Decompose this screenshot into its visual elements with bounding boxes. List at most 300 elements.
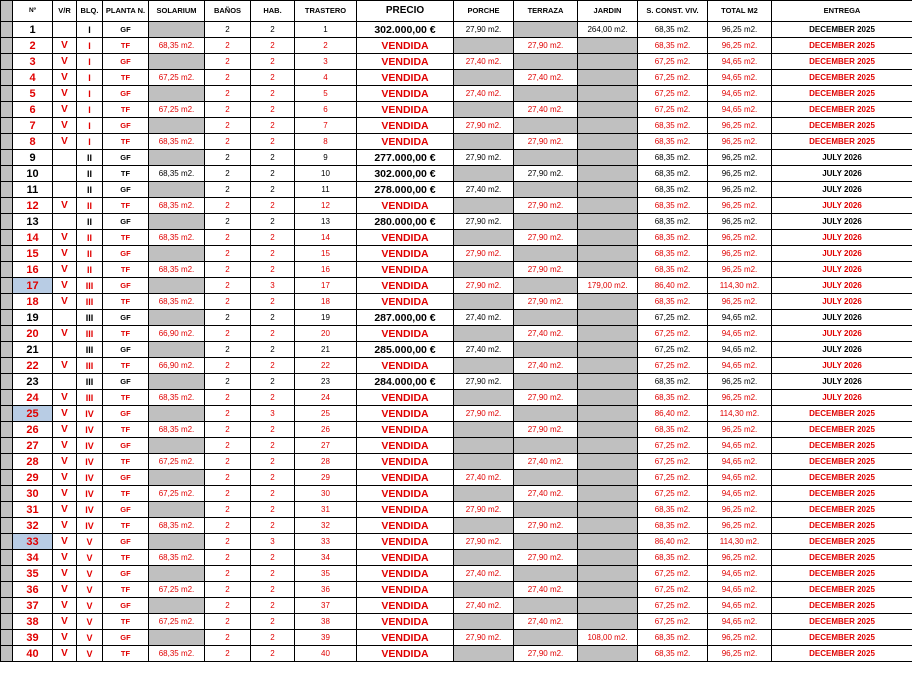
block-cell: II	[77, 262, 103, 278]
sale-status-cell: V	[53, 86, 77, 102]
storage-cell: 38	[295, 614, 357, 630]
bedrooms-cell: 2	[251, 182, 295, 198]
bedrooms-cell: 2	[251, 646, 295, 662]
solarium-cell	[149, 406, 205, 422]
unit-number-cell: 23	[13, 374, 53, 390]
side-gutter	[1, 310, 13, 326]
sale-status-cell: V	[53, 70, 77, 86]
solarium-cell	[149, 630, 205, 646]
garden-cell	[578, 422, 638, 438]
unit-number-cell: 33	[13, 534, 53, 550]
header-cell: SOLARIUM	[149, 1, 205, 22]
sale-status-cell: V	[53, 438, 77, 454]
terrace-cell	[514, 246, 578, 262]
block-cell: V	[77, 614, 103, 630]
garden-cell	[578, 150, 638, 166]
floor-cell: TF	[103, 486, 149, 502]
built-area-cell: 67,25 m2.	[638, 470, 708, 486]
block-cell: II	[77, 214, 103, 230]
garden-cell	[578, 646, 638, 662]
unit-number-cell: 35	[13, 566, 53, 582]
solarium-cell	[149, 118, 205, 134]
side-gutter	[1, 262, 13, 278]
porch-cell	[454, 102, 514, 118]
side-gutter	[1, 630, 13, 646]
storage-cell: 25	[295, 406, 357, 422]
built-area-cell: 68,35 m2.	[638, 550, 708, 566]
bedrooms-cell: 2	[251, 262, 295, 278]
side-gutter	[1, 518, 13, 534]
header-cell: Nº	[13, 1, 53, 22]
total-area-cell: 96,25 m2.	[708, 38, 772, 54]
table-row	[1, 614, 912, 630]
total-area-cell: 96,25 m2.	[708, 118, 772, 134]
solarium-cell	[149, 470, 205, 486]
block-cell: I	[77, 86, 103, 102]
unit-number-cell: 21	[13, 342, 53, 358]
table-row	[1, 214, 912, 230]
floor-cell: TF	[103, 326, 149, 342]
built-area-cell: 68,35 m2.	[638, 502, 708, 518]
bedrooms-cell: 2	[251, 518, 295, 534]
garden-cell	[578, 38, 638, 54]
total-area-cell: 96,25 m2.	[708, 230, 772, 246]
floor-cell: TF	[103, 646, 149, 662]
table-row	[1, 630, 912, 646]
header-cell: BLQ.	[77, 1, 103, 22]
bedrooms-cell: 2	[251, 54, 295, 70]
total-area-cell: 96,25 m2.	[708, 502, 772, 518]
terrace-cell: 27,90 m2.	[514, 294, 578, 310]
price-cell: 302.000,00 €	[357, 166, 454, 182]
bathrooms-cell: 2	[205, 262, 251, 278]
porch-cell	[454, 134, 514, 150]
garden-cell	[578, 374, 638, 390]
bedrooms-cell: 3	[251, 534, 295, 550]
bedrooms-cell: 2	[251, 38, 295, 54]
side-gutter	[1, 230, 13, 246]
storage-cell: 28	[295, 454, 357, 470]
bathrooms-cell: 2	[205, 310, 251, 326]
solarium-cell: 68,35 m2.	[149, 230, 205, 246]
floor-cell: GF	[103, 438, 149, 454]
porch-cell	[454, 326, 514, 342]
bathrooms-cell: 2	[205, 550, 251, 566]
block-cell: III	[77, 342, 103, 358]
terrace-cell: 27,40 m2.	[514, 614, 578, 630]
garden-cell	[578, 214, 638, 230]
solarium-cell	[149, 598, 205, 614]
floor-cell: GF	[103, 22, 149, 38]
total-area-cell: 94,65 m2.	[708, 342, 772, 358]
solarium-cell: 67,25 m2.	[149, 102, 205, 118]
side-gutter	[1, 582, 13, 598]
built-area-cell: 68,35 m2.	[638, 422, 708, 438]
sale-status-cell: V	[53, 582, 77, 598]
delivery-cell: JULY 2026	[772, 150, 912, 166]
built-area-cell: 68,35 m2.	[638, 518, 708, 534]
terrace-cell: 27,40 m2.	[514, 486, 578, 502]
built-area-cell: 68,35 m2.	[638, 230, 708, 246]
delivery-cell: DECEMBER 2025	[772, 38, 912, 54]
terrace-cell: 27,90 m2.	[514, 230, 578, 246]
price-cell: VENDIDA	[357, 470, 454, 486]
terrace-cell	[514, 22, 578, 38]
terrace-cell: 27,40 m2.	[514, 358, 578, 374]
delivery-cell: DECEMBER 2025	[772, 582, 912, 598]
solarium-cell: 67,25 m2.	[149, 582, 205, 598]
side-gutter	[1, 454, 13, 470]
sale-status-cell: V	[53, 38, 77, 54]
block-cell: II	[77, 150, 103, 166]
garden-cell	[578, 502, 638, 518]
total-area-cell: 96,25 m2.	[708, 374, 772, 390]
unit-number-cell: 9	[13, 150, 53, 166]
porch-cell: 27,40 m2.	[454, 598, 514, 614]
porch-cell: 27,90 m2.	[454, 150, 514, 166]
terrace-cell: 27,90 m2.	[514, 550, 578, 566]
floor-cell: TF	[103, 230, 149, 246]
price-cell: VENDIDA	[357, 230, 454, 246]
delivery-cell: JULY 2026	[772, 262, 912, 278]
total-area-cell: 94,65 m2.	[708, 582, 772, 598]
side-gutter	[1, 118, 13, 134]
bedrooms-cell: 2	[251, 294, 295, 310]
floor-cell: TF	[103, 454, 149, 470]
terrace-cell: 27,90 m2.	[514, 422, 578, 438]
block-cell: I	[77, 134, 103, 150]
block-cell: V	[77, 534, 103, 550]
delivery-cell: DECEMBER 2025	[772, 518, 912, 534]
sale-status-cell: V	[53, 230, 77, 246]
unit-number-cell: 38	[13, 614, 53, 630]
sale-status-cell	[53, 22, 77, 38]
block-cell: V	[77, 550, 103, 566]
side-gutter	[1, 486, 13, 502]
delivery-cell: DECEMBER 2025	[772, 438, 912, 454]
header-cell: JARDIN	[578, 1, 638, 22]
side-gutter	[1, 326, 13, 342]
delivery-cell: JULY 2026	[772, 326, 912, 342]
terrace-cell	[514, 630, 578, 646]
bathrooms-cell: 2	[205, 230, 251, 246]
side-gutter	[1, 182, 13, 198]
solarium-cell: 67,25 m2.	[149, 70, 205, 86]
floor-cell: GF	[103, 150, 149, 166]
porch-cell: 27,90 m2.	[454, 502, 514, 518]
terrace-cell	[514, 374, 578, 390]
sale-status-cell: V	[53, 198, 77, 214]
table-row	[1, 198, 912, 214]
side-gutter	[1, 294, 13, 310]
solarium-cell	[149, 246, 205, 262]
block-cell: I	[77, 54, 103, 70]
block-cell: I	[77, 70, 103, 86]
total-area-cell: 96,25 m2.	[708, 22, 772, 38]
built-area-cell: 67,25 m2.	[638, 614, 708, 630]
bedrooms-cell: 2	[251, 70, 295, 86]
delivery-cell: DECEMBER 2025	[772, 70, 912, 86]
bedrooms-cell: 2	[251, 134, 295, 150]
unit-number-cell: 22	[13, 358, 53, 374]
side-gutter	[1, 646, 13, 662]
bathrooms-cell: 2	[205, 598, 251, 614]
sale-status-cell: V	[53, 54, 77, 70]
sale-status-cell: V	[53, 646, 77, 662]
price-cell: VENDIDA	[357, 358, 454, 374]
bathrooms-cell: 2	[205, 630, 251, 646]
table-row	[1, 438, 912, 454]
side-gutter	[1, 406, 13, 422]
built-area-cell: 68,35 m2.	[638, 390, 708, 406]
price-cell: VENDIDA	[357, 566, 454, 582]
sale-status-cell: V	[53, 534, 77, 550]
price-cell: VENDIDA	[357, 454, 454, 470]
garden-cell	[578, 134, 638, 150]
table-row	[1, 262, 912, 278]
garden-cell: 264,00 m2.	[578, 22, 638, 38]
price-cell: VENDIDA	[357, 390, 454, 406]
solarium-cell: 67,25 m2.	[149, 614, 205, 630]
unit-number-cell: 1	[13, 22, 53, 38]
terrace-cell	[514, 214, 578, 230]
porch-cell: 27,40 m2.	[454, 470, 514, 486]
bathrooms-cell: 2	[205, 182, 251, 198]
block-cell: III	[77, 358, 103, 374]
total-area-cell: 96,25 m2.	[708, 166, 772, 182]
total-area-cell: 96,25 m2.	[708, 390, 772, 406]
built-area-cell: 67,25 m2.	[638, 102, 708, 118]
built-area-cell: 68,35 m2.	[638, 246, 708, 262]
bathrooms-cell: 2	[205, 54, 251, 70]
sale-status-cell: V	[53, 566, 77, 582]
side-gutter	[1, 534, 13, 550]
block-cell: IV	[77, 406, 103, 422]
storage-cell: 27	[295, 438, 357, 454]
bathrooms-cell: 2	[205, 374, 251, 390]
storage-cell: 18	[295, 294, 357, 310]
built-area-cell: 68,35 m2.	[638, 630, 708, 646]
total-area-cell: 94,65 m2.	[708, 614, 772, 630]
terrace-cell: 27,90 m2.	[514, 390, 578, 406]
sale-status-cell: V	[53, 326, 77, 342]
sale-status-cell: V	[53, 486, 77, 502]
garden-cell	[578, 182, 638, 198]
bedrooms-cell: 2	[251, 342, 295, 358]
sale-status-cell: V	[53, 134, 77, 150]
side-gutter	[1, 70, 13, 86]
block-cell: III	[77, 326, 103, 342]
storage-cell: 11	[295, 182, 357, 198]
price-cell: VENDIDA	[357, 246, 454, 262]
garden-cell	[578, 438, 638, 454]
table-row	[1, 294, 912, 310]
bedrooms-cell: 2	[251, 470, 295, 486]
sale-status-cell: V	[53, 358, 77, 374]
porch-cell	[454, 262, 514, 278]
price-cell: VENDIDA	[357, 582, 454, 598]
floor-cell: GF	[103, 470, 149, 486]
side-gutter	[1, 550, 13, 566]
solarium-cell	[149, 438, 205, 454]
delivery-cell: DECEMBER 2025	[772, 470, 912, 486]
unit-number-cell: 3	[13, 54, 53, 70]
side-gutter	[1, 134, 13, 150]
storage-cell: 20	[295, 326, 357, 342]
side-gutter	[1, 278, 13, 294]
bathrooms-cell: 2	[205, 118, 251, 134]
storage-cell: 33	[295, 534, 357, 550]
built-area-cell: 67,25 m2.	[638, 342, 708, 358]
solarium-cell	[149, 150, 205, 166]
porch-cell	[454, 454, 514, 470]
delivery-cell: DECEMBER 2025	[772, 134, 912, 150]
terrace-cell	[514, 54, 578, 70]
bathrooms-cell: 2	[205, 70, 251, 86]
built-area-cell: 67,25 m2.	[638, 454, 708, 470]
sale-status-cell	[53, 214, 77, 230]
unit-number-cell: 27	[13, 438, 53, 454]
bedrooms-cell: 2	[251, 166, 295, 182]
floor-cell: TF	[103, 38, 149, 54]
built-area-cell: 68,35 m2.	[638, 150, 708, 166]
price-cell: 284.000,00 €	[357, 374, 454, 390]
sale-status-cell	[53, 374, 77, 390]
storage-cell: 35	[295, 566, 357, 582]
porch-cell: 27,90 m2.	[454, 534, 514, 550]
block-cell: I	[77, 118, 103, 134]
porch-cell	[454, 486, 514, 502]
floor-cell: GF	[103, 278, 149, 294]
terrace-cell	[514, 182, 578, 198]
bathrooms-cell: 2	[205, 486, 251, 502]
storage-cell: 30	[295, 486, 357, 502]
terrace-cell: 27,40 m2.	[514, 326, 578, 342]
porch-cell	[454, 646, 514, 662]
total-area-cell: 94,65 m2.	[708, 598, 772, 614]
bedrooms-cell: 2	[251, 246, 295, 262]
terrace-cell	[514, 86, 578, 102]
delivery-cell: JULY 2026	[772, 246, 912, 262]
total-area-cell: 94,65 m2.	[708, 310, 772, 326]
unit-number-cell: 2	[13, 38, 53, 54]
table-row	[1, 38, 912, 54]
built-area-cell: 68,35 m2.	[638, 38, 708, 54]
header-cell: TRASTERO	[295, 1, 357, 22]
unit-number-cell: 4	[13, 70, 53, 86]
unit-number-cell: 32	[13, 518, 53, 534]
table-row	[1, 598, 912, 614]
side-gutter	[1, 214, 13, 230]
bathrooms-cell: 2	[205, 294, 251, 310]
garden-cell	[578, 342, 638, 358]
delivery-cell: JULY 2026	[772, 214, 912, 230]
built-area-cell: 67,25 m2.	[638, 438, 708, 454]
unit-number-cell: 20	[13, 326, 53, 342]
side-gutter	[1, 470, 13, 486]
side-gutter	[1, 358, 13, 374]
floor-cell: GF	[103, 342, 149, 358]
terrace-cell: 27,90 m2.	[514, 262, 578, 278]
solarium-cell: 68,35 m2.	[149, 422, 205, 438]
unit-number-cell: 30	[13, 486, 53, 502]
garden-cell	[578, 406, 638, 422]
bathrooms-cell: 2	[205, 326, 251, 342]
delivery-cell: DECEMBER 2025	[772, 614, 912, 630]
block-cell: V	[77, 646, 103, 662]
sale-status-cell: V	[53, 630, 77, 646]
block-cell: IV	[77, 454, 103, 470]
built-area-cell: 67,25 m2.	[638, 566, 708, 582]
built-area-cell: 68,35 m2.	[638, 374, 708, 390]
solarium-cell	[149, 534, 205, 550]
bedrooms-cell: 2	[251, 502, 295, 518]
header-cell: ENTREGA	[772, 1, 912, 22]
floor-cell: GF	[103, 630, 149, 646]
floor-cell: GF	[103, 182, 149, 198]
floor-cell: GF	[103, 118, 149, 134]
delivery-cell: JULY 2026	[772, 166, 912, 182]
solarium-cell	[149, 342, 205, 358]
price-cell: VENDIDA	[357, 294, 454, 310]
price-cell: VENDIDA	[357, 438, 454, 454]
table-row	[1, 534, 912, 550]
total-area-cell: 94,65 m2.	[708, 470, 772, 486]
garden-cell	[578, 230, 638, 246]
total-area-cell: 94,65 m2.	[708, 486, 772, 502]
solarium-cell: 68,35 m2.	[149, 166, 205, 182]
solarium-cell: 68,35 m2.	[149, 518, 205, 534]
price-cell: VENDIDA	[357, 102, 454, 118]
built-area-cell: 67,25 m2.	[638, 598, 708, 614]
bathrooms-cell: 2	[205, 342, 251, 358]
sale-status-cell: V	[53, 454, 77, 470]
porch-cell	[454, 198, 514, 214]
side-gutter	[1, 1, 13, 22]
floor-cell: GF	[103, 54, 149, 70]
total-area-cell: 94,65 m2.	[708, 70, 772, 86]
terrace-cell	[514, 118, 578, 134]
floor-cell: GF	[103, 406, 149, 422]
built-area-cell: 67,25 m2.	[638, 486, 708, 502]
total-area-cell: 94,65 m2.	[708, 102, 772, 118]
unit-number-cell: 8	[13, 134, 53, 150]
price-cell: 287.000,00 €	[357, 310, 454, 326]
bedrooms-cell: 2	[251, 582, 295, 598]
solarium-cell: 68,35 m2.	[149, 550, 205, 566]
table-row	[1, 230, 912, 246]
total-area-cell: 94,65 m2.	[708, 326, 772, 342]
solarium-cell: 68,35 m2.	[149, 390, 205, 406]
porch-cell: 27,40 m2.	[454, 342, 514, 358]
storage-cell: 1	[295, 22, 357, 38]
built-area-cell: 67,25 m2.	[638, 358, 708, 374]
sale-status-cell: V	[53, 246, 77, 262]
bathrooms-cell: 2	[205, 358, 251, 374]
sale-status-cell: V	[53, 614, 77, 630]
table-row	[1, 326, 912, 342]
side-gutter	[1, 102, 13, 118]
delivery-cell: JULY 2026	[772, 310, 912, 326]
porch-cell: 27,90 m2.	[454, 118, 514, 134]
bedrooms-cell: 2	[251, 390, 295, 406]
terrace-cell: 27,90 m2.	[514, 646, 578, 662]
side-gutter	[1, 390, 13, 406]
bathrooms-cell: 2	[205, 454, 251, 470]
bedrooms-cell: 2	[251, 422, 295, 438]
delivery-cell: DECEMBER 2025	[772, 630, 912, 646]
table-row	[1, 406, 912, 422]
